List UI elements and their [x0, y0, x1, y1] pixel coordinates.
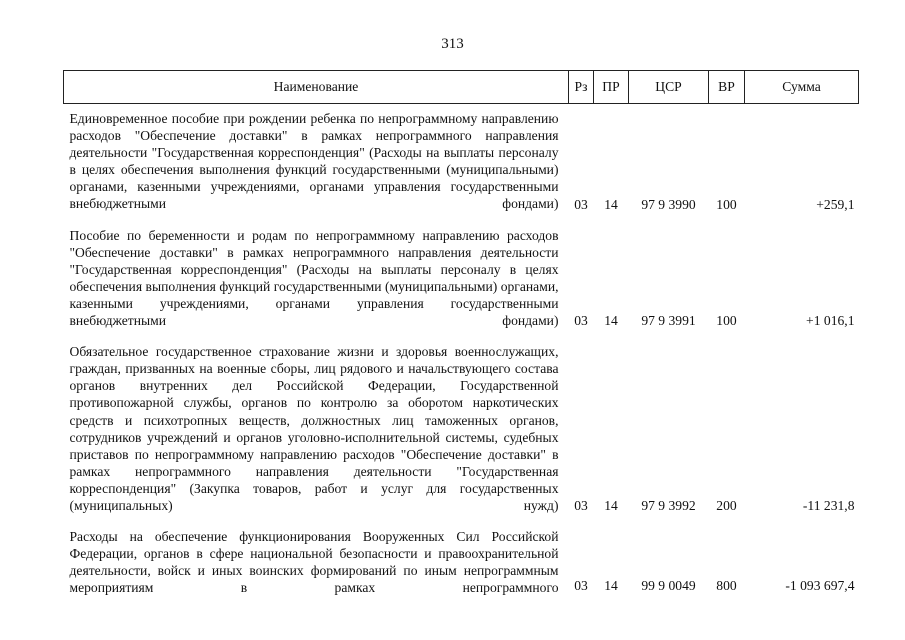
row-sum: -11 231,8	[802, 498, 855, 514]
table-row	[64, 104, 859, 221]
row-vr: 100	[716, 196, 737, 212]
row-pr: 14	[604, 313, 618, 329]
header-name: Наименование	[64, 71, 569, 104]
row-rz: 03	[574, 196, 588, 212]
row-name: Пособие по беременности и родам по непрограммному направлению расходов "Обеспечение доставки" в рамках непрограммного направления деятельности "Государственная корреспонденция" (Расходы на выплаты персоналу в целях обеспечения выполнения функций государственными (муниципальными) органами, казенными учреждениями, органами управления государственными внебюджетными фондами)	[69, 227, 559, 329]
header-sum: Сумма	[745, 71, 859, 104]
budget-table	[63, 70, 859, 596]
row-pr: 14	[604, 578, 618, 594]
row-csr: 97 9 3990	[641, 196, 696, 212]
row-rz: 03	[574, 498, 588, 514]
header-csr: ЦСР	[629, 71, 709, 104]
row-sum: +259,1	[816, 196, 855, 212]
table-row	[64, 221, 859, 338]
table-header-row	[64, 71, 859, 104]
row-vr: 800	[716, 578, 737, 594]
row-csr: 97 9 3992	[641, 498, 696, 514]
row-name: Обязательное государственное страхование жизни и здоровья военнослужащих, граждан, призванных на военные сборы, лиц рядового и начальствующего состава органов внутренних дел Российской Федерации, Государственной противопожарной службы, органов по контролю за оборотом наркотических средств и психотропных веществ, должностных лиц таможенных органов, сотрудников учреждений и органов уголовно-исполнительной системы, судебных приставов по непрограммному направлению расходов "Обеспечение доставки" в рамках непрограммного направления деятельности "Государственная корреспонденция" (Закупка товаров, работ и услуг для государственных (муниципальных) нужд)	[69, 344, 559, 513]
row-rz: 03	[574, 578, 588, 594]
header-rz: Рз	[569, 71, 594, 104]
header-pr: ПР	[594, 71, 629, 104]
row-pr: 14	[604, 498, 618, 514]
row-rz: 03	[574, 313, 588, 329]
row-vr: 100	[716, 313, 737, 329]
row-csr: 99 9 0049	[641, 578, 696, 594]
table-row	[64, 337, 859, 522]
row-name: Расходы на обеспечение функционирования Вооруженных Сил Российской Федерации, органов в сфере национальной безопасности и правоохранительной деятельности, войск и иных воинских формирований по иным непрограммным мероприятиям в рамках непрограммного	[69, 529, 559, 596]
header-vr: ВР	[709, 71, 745, 104]
row-vr: 200	[716, 498, 737, 514]
row-name: Единовременное пособие при рождении ребенка по непрограммному направлению расходов "Обеспечение доставки" в рамках непрограммного направления деятельности "Государственная корреспонденция" (Расходы на выплаты персоналу в целях обеспечения выполнения функций государственными (муниципальными) органами, казенными учреждениями, органами управления государственными внебюджетными фондами)	[69, 111, 559, 212]
row-pr: 14	[604, 196, 618, 212]
row-sum: -1 093 697,4	[785, 578, 855, 594]
table-row	[64, 522, 859, 596]
row-csr: 97 9 3991	[641, 313, 696, 329]
page-number: 313	[441, 36, 464, 52]
row-sum: +1 016,1	[806, 313, 855, 329]
